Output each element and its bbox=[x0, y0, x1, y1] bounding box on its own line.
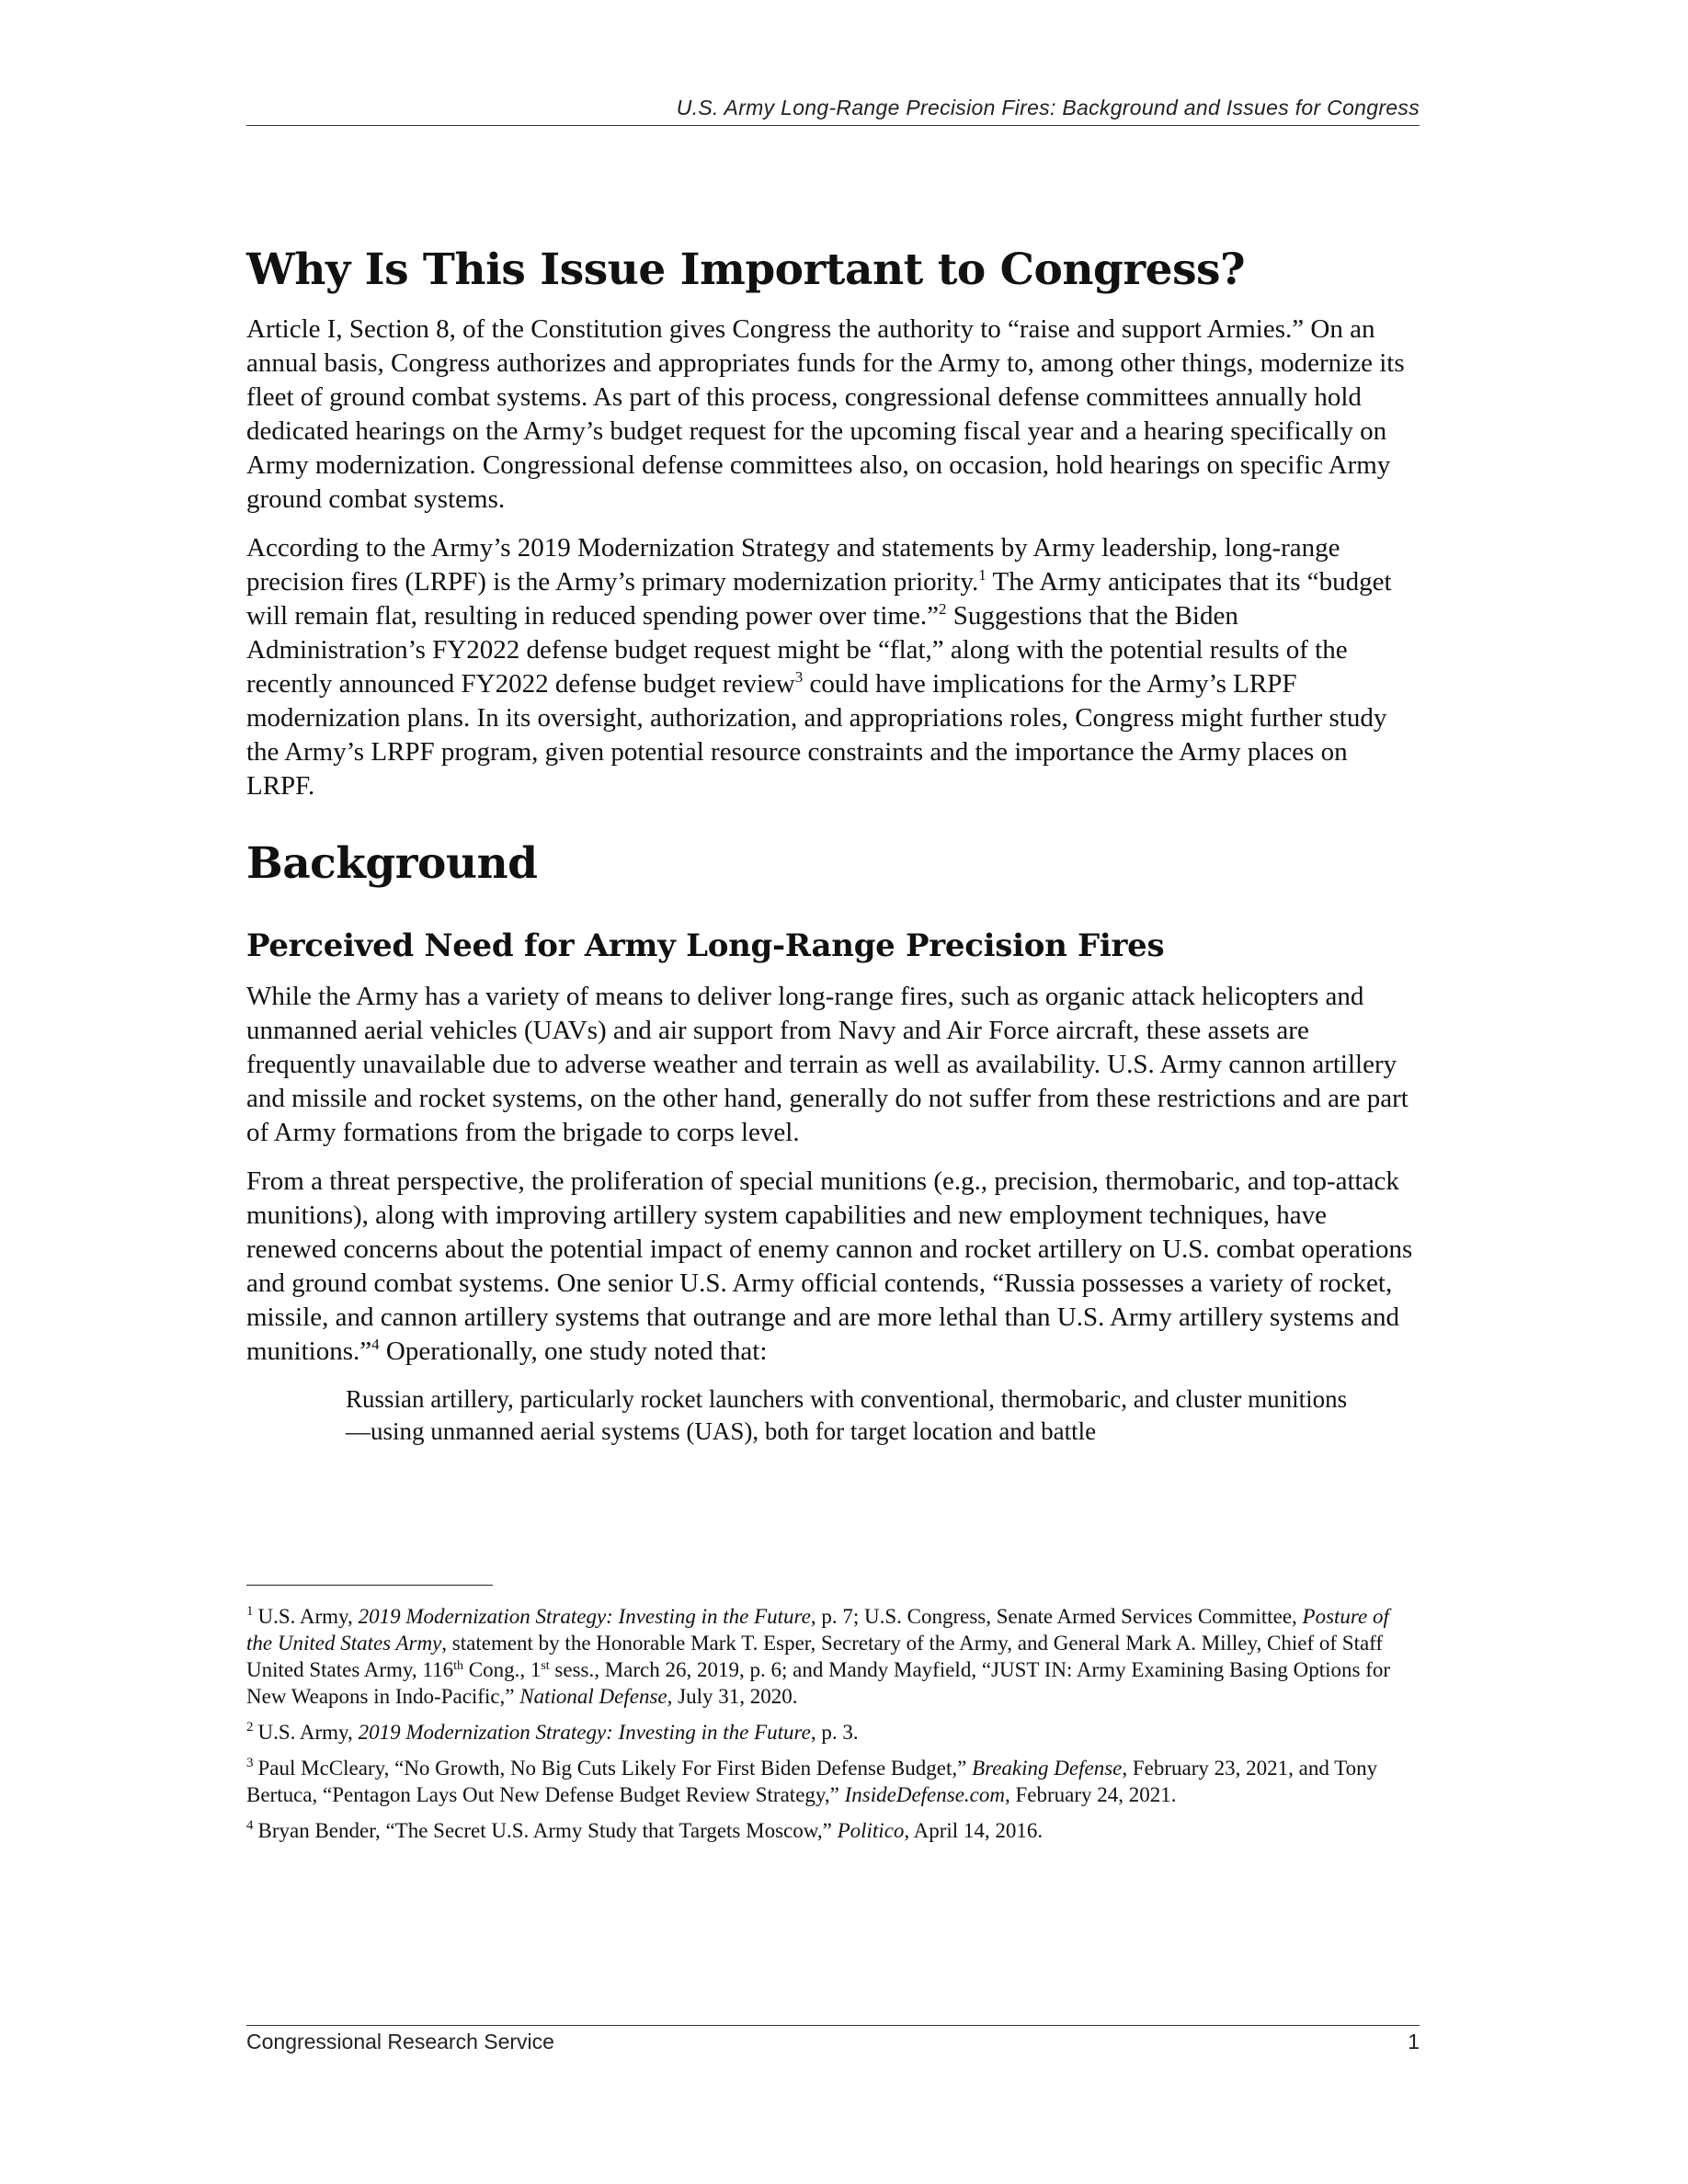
footnote-4 bbox=[246, 1817, 1420, 1844]
text-run: The Army anticipates that its “budget will remain flat, resulting in reduced spending power over time.” bbox=[246, 567, 1392, 631]
paragraph-means: While the Army has a variety of means to deliver long-range fires, such as organic attack helicopters and unmanned aerial vehicles (UAVs) and air support from Navy and Air Force aircraft, these assets are frequently unavailable due to adverse weather and terrain as well as availability. U.S. Army cannon artillery and missile and rocket systems, on the other hand, generally do not suffer from these restrictions and are part of Army formations from the brigade to corps level. bbox=[246, 982, 1409, 1147]
text-run: , February 24, 2021. bbox=[1004, 1783, 1177, 1806]
paragraph-constitution: Article I, Section 8, of the Constitution gives Congress the authority to “raise and support Armies.” On an annual basis, Congress authorizes and appropriates funds for the Army to, among other things, modernize its fleet of ground combat systems. As part of this process, congressional defense committees annually hold dedicated hearings on the Army’s budget request for the upcoming fiscal year and a hearing specifically on Army modernization. Congressional defense committees also, on occasion, hold hearings on specific Army ground combat systems. bbox=[246, 314, 1405, 514]
text-run: Bryan Bender, “The Secret U.S. Army Study that Targets Moscow,” bbox=[257, 1819, 838, 1842]
text-run: U.S. Army, bbox=[257, 1605, 359, 1628]
footnote-mark: 2 bbox=[246, 1720, 254, 1735]
text-run: sess., March 26, 2019, p. 6; and Mandy Mayfield, “JUST IN: Army Examining Basing Options for New Weapons in Indo-Pacific,” bbox=[246, 1658, 1391, 1708]
footnote-ref-2[interactable]: 2 bbox=[938, 600, 947, 618]
text-run: July 31, 2020. bbox=[672, 1685, 798, 1708]
section-title-background: Background bbox=[246, 838, 538, 889]
text-run: U.S. Army, bbox=[257, 1721, 359, 1744]
subsection-title-need: Perceived Need for Army Long-Range Precision Fires bbox=[246, 927, 1165, 964]
paragraph-threat bbox=[246, 1165, 1420, 1369]
footnote-mark: 1 bbox=[246, 1604, 254, 1619]
footnote-ref-4[interactable]: 4 bbox=[371, 1336, 380, 1353]
text-run: According to the Army’s 2019 Modernization Strategy and statements by Army leadership, long-range precision fires (LRPF) is the Army’s primary modernization priority. bbox=[246, 533, 1340, 597]
text-run: , April 14, 2016. bbox=[904, 1819, 1044, 1842]
footnote-ref-3[interactable]: 3 bbox=[794, 668, 804, 686]
citation-title: InsideDefense.com bbox=[844, 1783, 1005, 1806]
footer-divider bbox=[246, 2025, 1420, 2026]
running-header: U.S. Army Long-Range Precision Fires: Background and Issues for Congress bbox=[676, 96, 1420, 119]
citation-title: Breaking Defense bbox=[972, 1757, 1123, 1780]
text-run: Suggestions that the Biden Administration’s FY2022 defense budget request might be “flat,” along with the potential results of the recently announced FY2022 defense budget review bbox=[246, 601, 1348, 699]
citation-title: 2019 Modernization Strategy: Investing in the Future bbox=[358, 1721, 811, 1744]
footer-source: Congressional Research Service bbox=[246, 2030, 554, 2053]
footnote-2 bbox=[246, 1719, 1420, 1746]
block-quote: Russian artillery, particularly rocket launchers with conventional, thermobaric, and cluster munitions—using unmanned aerial systems (UAS), both for target location and battle bbox=[346, 1385, 1348, 1445]
paragraph-modernization bbox=[246, 531, 1420, 803]
page-number: 1 bbox=[1408, 2030, 1420, 2053]
section-title-importance: Why Is This Issue Important to Congress? bbox=[246, 245, 1246, 295]
citation-title: National Defense, bbox=[519, 1685, 673, 1708]
header-divider bbox=[246, 125, 1420, 126]
footnotes bbox=[246, 1603, 1420, 1853]
text-run: , p. 3. bbox=[810, 1721, 859, 1744]
citation-title: Posture of the United States Army bbox=[246, 1605, 1389, 1655]
ordinal-suffix: th bbox=[453, 1659, 463, 1673]
citation-title: Politico bbox=[837, 1819, 905, 1842]
text-run: , p. 7; U.S. Congress, Senate Armed Services Committee, bbox=[810, 1605, 1303, 1628]
text-run: , statement by the Honorable Mark T. Esper, Secretary of the Army, and General Mark A. Milley, Chief of Staff United States Army, 116 bbox=[246, 1632, 1384, 1681]
text-run: Operationally, one study noted that: bbox=[379, 1337, 768, 1366]
footnote-mark: 4 bbox=[246, 1818, 254, 1833]
text-run: From a threat perspective, the proliferation of special munitions (e.g., precision, thermobaric, and top-attack munitions), along with improving artillery system capabilities and new employment techniques, have renewed concerns about the potential impact of enemy cannon and rocket artillery on U.S. combat operations and ground combat systems. One senior U.S. Army official contends, “Russia possesses a variety of rocket, missile, and cannon artillery systems that outrange and are more lethal than U.S. Army artillery systems and munitions.” bbox=[246, 1166, 1413, 1366]
footnote-ref-1[interactable]: 1 bbox=[978, 566, 987, 584]
footnote-1 bbox=[246, 1603, 1420, 1710]
text-run: Cong., 1 bbox=[462, 1658, 542, 1681]
footnote-3 bbox=[246, 1755, 1420, 1808]
citation-title: 2019 Modernization Strategy: Investing in the Future bbox=[358, 1605, 811, 1628]
text-run: could have implications for the Army’s LRPF modernization plans. In its oversight, authorization, and appropriations roles, Congress might further study the Army’s LRPF program, given potential resource constraints and the importance the Army places on LRPF. bbox=[246, 669, 1387, 801]
ordinal-suffix: st bbox=[541, 1659, 550, 1673]
text-run: , February 23, 2021, and Tony Bertuca, “Pentagon Lays Out New Defense Budget Review Strategy,” bbox=[246, 1757, 1378, 1806]
footnote-divider bbox=[246, 1585, 493, 1586]
text-run: Paul McCleary, “No Growth, No Big Cuts Likely For First Biden Defense Budget,” bbox=[257, 1757, 973, 1780]
footnote-mark: 3 bbox=[246, 1756, 254, 1770]
main-content bbox=[246, 241, 1420, 1448]
